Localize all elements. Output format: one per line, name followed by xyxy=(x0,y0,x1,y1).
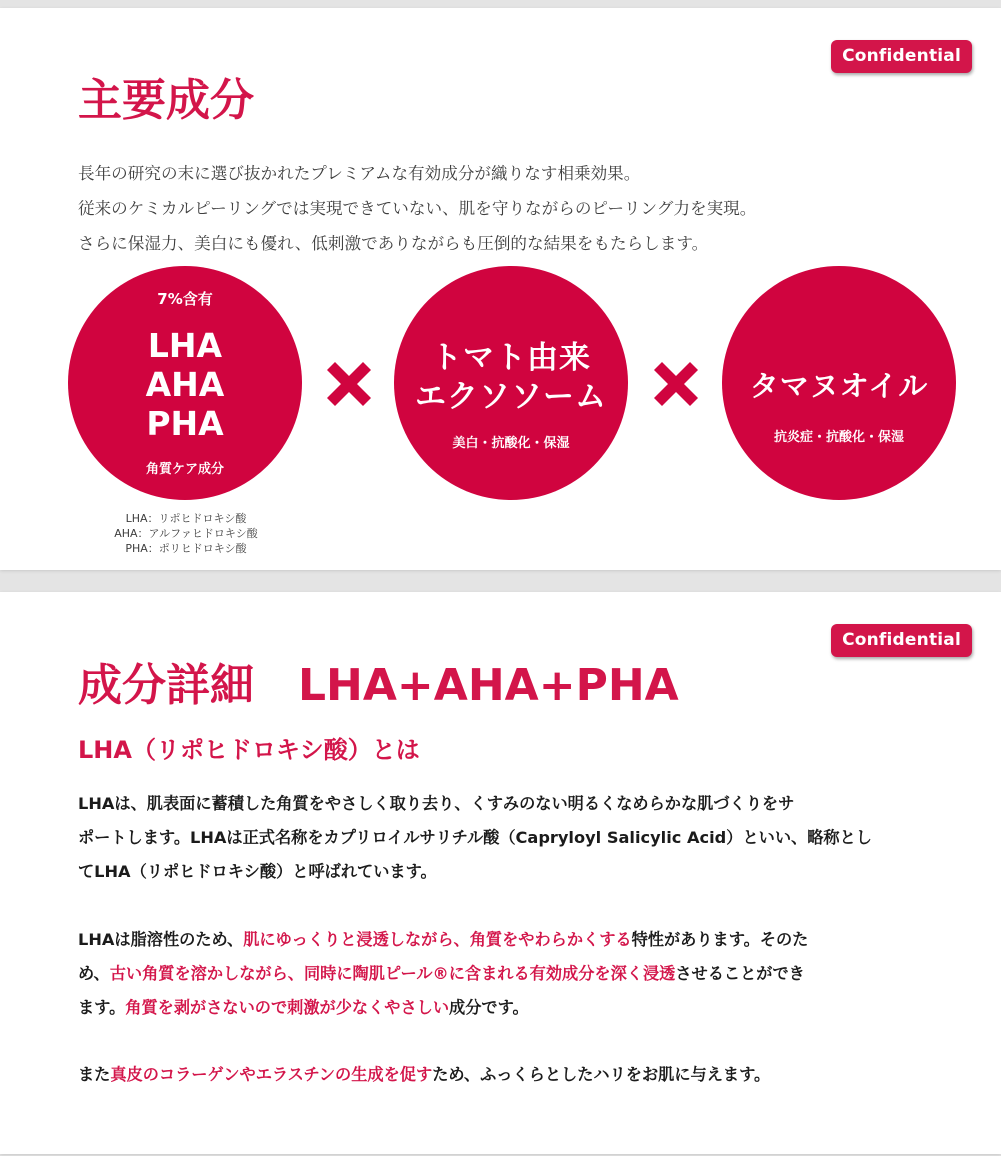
text-segment: 特性があります。そのた xyxy=(631,930,809,949)
ingredient-circle-tamanu-oil xyxy=(722,266,956,500)
text-segment: 成分です。 xyxy=(449,998,529,1017)
circle-caption: 美白・抗酸化・保湿 xyxy=(452,436,570,451)
paragraph-line: LHAは、肌表面に蓄積した角質をやさしく取り去り、くすみのない明るくなめらかな肌づくりをサ xyxy=(78,794,795,813)
cross-multiply-icon xyxy=(323,358,375,410)
intro-line: 従来のケミカルピーリングでは実現できていない、肌を守りながらのピーリング力を実現。 xyxy=(78,199,757,218)
confidential-badge: Confidential xyxy=(831,40,972,73)
highlight-text: 古い角質を溶かしながら、同時に陶肌ピール®に含まれる有効成分を深く浸透 xyxy=(109,964,676,983)
paragraph-line xyxy=(78,1058,928,1092)
acid-name-aha: AHA xyxy=(145,365,225,404)
page-title: 主要成分 xyxy=(78,75,254,126)
intro-text xyxy=(78,156,756,261)
paragraph-line xyxy=(78,991,928,1025)
content-percentage: 7%含有 xyxy=(157,290,213,308)
ingredient-circle-tomato-exosome xyxy=(394,266,628,500)
slide-ingredient-details xyxy=(0,592,1001,1154)
text-segment: LHAは脂溶性のため、 xyxy=(78,930,244,949)
circle-title-line: エクソソーム xyxy=(415,379,607,415)
paragraph-line: ポートします。LHAは正式名称をカプリロイルサリチル酸（Capryloyl Salicylic Acid）といい、略称とし xyxy=(78,828,872,847)
paragraph-lha-properties xyxy=(78,923,928,1025)
text-segment: ます。 xyxy=(78,998,126,1017)
confidential-badge: Confidential xyxy=(831,624,972,657)
paragraph-line xyxy=(78,957,928,991)
cross-multiply-icon xyxy=(650,358,702,410)
ingredient-circle-lha xyxy=(68,266,302,500)
intro-line: さらに保湿力、美白にも優れ、低刺激でありながらも圧倒的な結果をもたらします。 xyxy=(78,234,709,253)
circle-title: タマヌオイル xyxy=(749,369,929,403)
acid-names xyxy=(68,326,302,443)
circle-caption: 角質ケア成分 xyxy=(145,462,224,477)
intro-line: 長年の研究の末に選び抜かれたプレミアムな有効成分が織りなす相乗効果。 xyxy=(78,164,641,183)
text-segment: ため、ふっくらとしたハリをお肌に与えます。 xyxy=(432,1065,771,1084)
acid-name-pha: PHA xyxy=(146,404,224,443)
text-segment: させることができ xyxy=(675,964,805,983)
glossary-item: PHA：ポリヒドロキシ酸 xyxy=(125,542,247,555)
text-segment: め、 xyxy=(78,964,110,983)
highlight-text: 肌にゆっくりと浸透しながら、角質をやわらかくする xyxy=(243,930,632,949)
section-heading: LHA（リポヒドロキシ酸）とは xyxy=(78,736,420,764)
circle-title xyxy=(394,339,628,417)
paragraph-line xyxy=(78,923,928,957)
slide-main-ingredients xyxy=(0,8,1001,570)
circle-title-line: トマト由来 xyxy=(431,340,591,376)
glossary-item: AHA：アルファヒドロキシ酸 xyxy=(114,527,258,540)
acid-glossary xyxy=(104,511,268,556)
text-segment: また xyxy=(78,1065,111,1084)
circle-caption: 抗炎症・抗酸化・保湿 xyxy=(773,430,904,445)
highlight-text: 角質を剥がさないので刺激が少なくやさしい xyxy=(125,998,450,1017)
paragraph-line: てLHA（リポヒドロキシ酸）と呼ばれています。 xyxy=(78,862,437,881)
paragraph-lha-collagen xyxy=(78,1058,928,1092)
acid-name-lha: LHA xyxy=(147,326,223,365)
paragraph-lha-definition xyxy=(78,787,928,889)
highlight-text: 真皮のコラーゲンやエラスチンの生成を促す xyxy=(110,1065,433,1084)
glossary-item: LHA：リポヒドロキシ酸 xyxy=(125,512,247,525)
page-title: 成分詳細 LHA+AHA+PHA xyxy=(78,660,679,711)
